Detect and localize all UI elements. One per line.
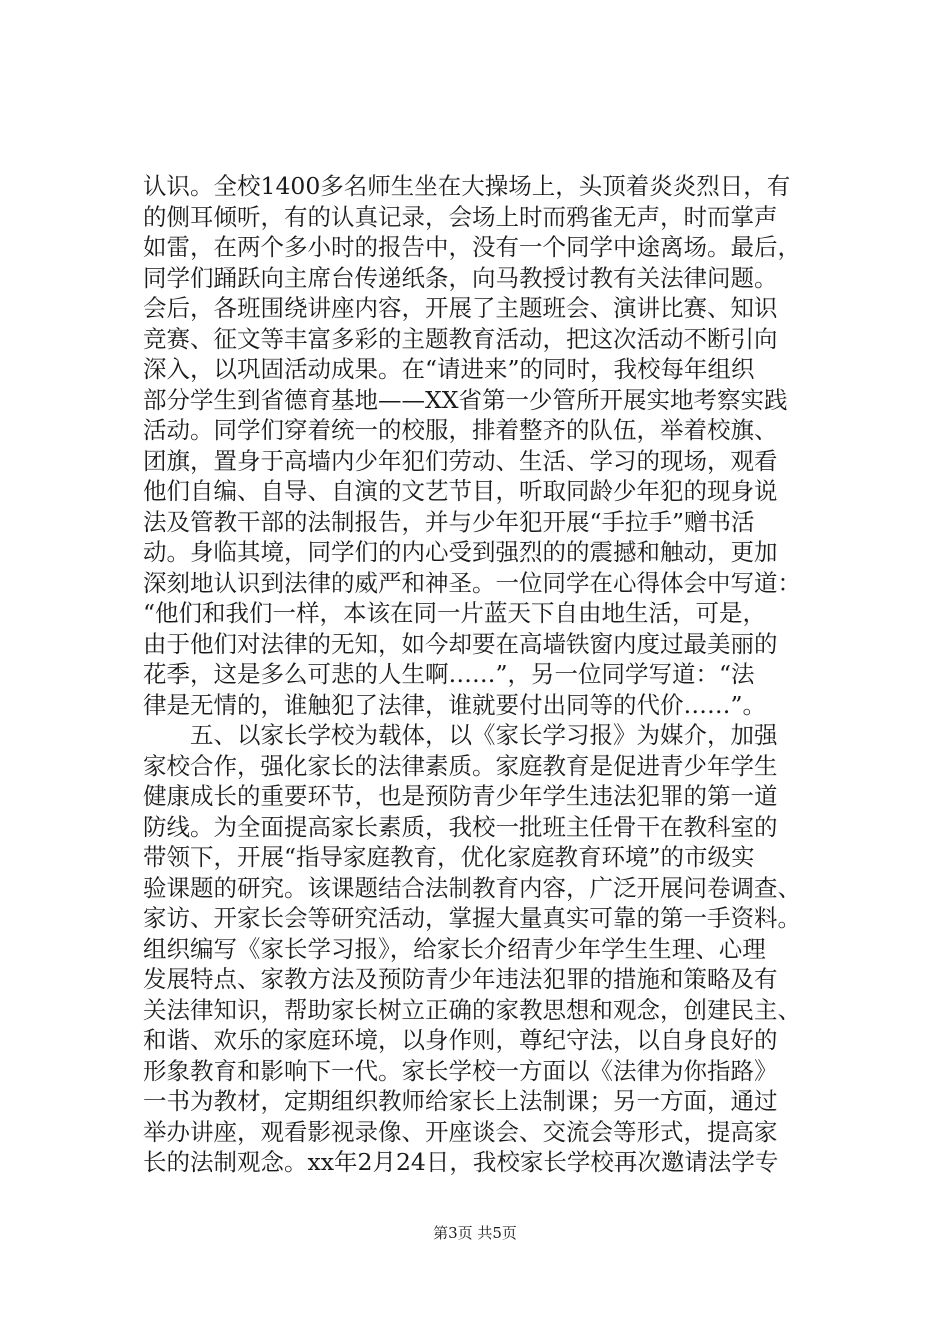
text-line: 活动。同学们穿着统一的校服，排着整齐的队伍，举着校旗、 [143,416,778,444]
text-line: 深入，以巩固活动成果。在“请进来”的同时，我校每年组织 [143,355,755,383]
text-line: 律是无情的，谁触犯了法律，谁就要付出同等的代价……”。 [143,690,767,719]
text-line: 法及管教干部的法制报告，并与少年犯开展“手拉手”赠书活 [143,507,755,536]
text-line: 他们自编、自导、自演的文艺节目，听取同龄少年犯的现身说 [143,477,778,505]
text-line: 举办讲座，观看影视录像、开座谈会、交流会等形式，提高家 [143,1117,778,1146]
text-line: 的侧耳倾听，有的认真记录，会场上时而鸦雀无声，时而掌声 [143,202,778,231]
text-line: 发展特点、家教方法及预防青少年违法犯罪的措施和策略及有 [143,965,778,993]
text-line: 同学们踊跃向主席台传递纸条，向马教授讨教有关法律问题。 [143,263,778,292]
text-line: 一书为教材，定期组织教师给家长上法制课；另一方面，通过 [143,1087,778,1115]
text-line: 深刻地认识到法律的威严和神圣。一位同学在心得体会中写道： [143,568,801,597]
text-line: 健康成长的重要环节，也是预防青少年学生违法犯罪的第一道 [143,782,778,810]
text-line: 由于他们对法律的无知，如今却要在高墙铁窗内度过最美丽的 [143,629,778,658]
text-line: 形象教育和影响下一代。家长学校一方面以《法律为你指路》 [143,1056,778,1085]
text-line: 家校合作，强化家长的法律素质。家庭教育是促进青少年学生 [143,751,778,780]
text-line: 关法律知识，帮助家长树立正确的家教思想和观念，创建民主、 [143,995,801,1024]
text-line: 长的法制观念。xx年2月24日，我校家长学校再次邀请法学专 [143,1148,779,1176]
text-line: 部分学生到省德育基地——XX省第一少管所开展实地考察实践 [143,385,788,414]
paragraph-start-line: 五、以家长学校为载体，以《家长学习报》为媒介，加强 [190,721,778,749]
text-line: 组织编写《家长学习报》，给家长介绍青少年学生生理、心理 [143,934,766,963]
document-body-text [143,171,823,1178]
text-line: 防线。为全面提高家长素质，我校一批班主任骨干在教科室的 [143,812,778,841]
text-line: 和谐、欢乐的家庭环境，以身作则，尊纪守法，以自身良好的 [143,1026,778,1054]
text-line: 竞赛、征文等丰富多彩的主题教育活动，把这次活动不断引向 [143,324,778,353]
text-line: 如雷，在两个多小时的报告中，没有一个同学中途离场。最后， [143,233,801,261]
text-line: 认识。全校1400多名师生坐在大操场上，头顶着炎炎烈日，有 [143,172,791,200]
text-line: 花季，这是多么可悲的人生啊……”，另一位同学写道：“法 [143,660,755,688]
text-line: 团旗，置身于高墙内少年犯们劳动、生活、学习的现场，观看 [143,446,778,475]
text-line: “他们和我们一样，本该在同一片蓝天下自由地生活，可是， [143,599,767,627]
text-line: 动。身临其境，同学们的内心受到强烈的的震撼和触动，更加 [143,538,778,566]
page-footer: 第3页 共5页 [433,1224,517,1242]
text-line: 带领下，开展“指导家庭教育，优化家庭教育环境”的市级实 [143,843,755,871]
text-line: 会后，各班围绕讲座内容，开展了主题班会、演讲比赛、知识 [143,294,778,322]
text-line: 验课题的研究。该课题结合法制教育内容，广泛开展问卷调查、 [143,873,801,902]
text-line: 家访、开家长会等研究活动，掌握大量真实可靠的第一手资料。 [143,904,801,932]
